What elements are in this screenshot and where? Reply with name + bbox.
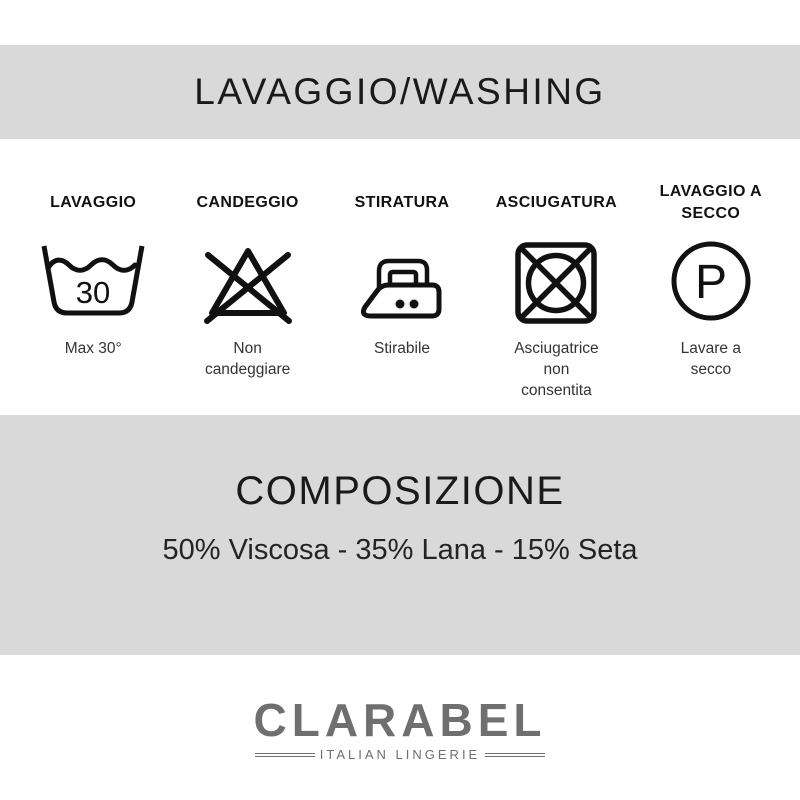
no-tumble-dry-icon [506, 233, 606, 329]
page-title: LAVAGGIO/WASHING [194, 71, 606, 112]
care-symbol-title: LAVAGGIO A SECCO [659, 183, 763, 222]
care-symbol-caption: Asciugatrice non consentita [514, 340, 599, 399]
brand-logo: CLARABEL [253, 694, 547, 746]
care-symbol-caption: Lavare a secco [680, 340, 741, 378]
wash-30-icon [38, 233, 148, 329]
brand-tagline: ITALIAN LINGERIE [319, 747, 481, 762]
top-margin [0, 0, 800, 45]
dry-clean-letter: P [694, 256, 727, 309]
tagline-left-rule [255, 753, 315, 757]
care-symbol-title: ASCIUGATURA [495, 194, 618, 212]
brand-tagline-row [255, 747, 545, 762]
iron-icon [352, 233, 452, 329]
care-symbol-caption: Stirabile [374, 340, 431, 357]
composition-title: COMPOSIZIONE [235, 469, 565, 513]
care-symbol-wash [16, 179, 170, 415]
care-symbol-title: LAVAGGIO [50, 194, 137, 212]
composition-band [0, 415, 800, 655]
care-symbol-caption: Max 30° [64, 340, 122, 357]
brand-footer [0, 655, 800, 800]
wash-temperature-value: 30 [75, 275, 111, 310]
dry-clean-p-icon [661, 233, 761, 329]
no-bleach-icon [198, 233, 298, 329]
composition-details: 50% Viscosa - 35% Lana - 15% Seta [162, 534, 638, 566]
care-symbol-title: CANDEGGIO [196, 194, 299, 212]
tagline-right-rule [485, 753, 545, 757]
care-symbol-dry [479, 179, 633, 415]
care-symbol-iron [325, 179, 479, 415]
care-symbol-title: STIRATURA [354, 194, 450, 212]
care-symbol-caption: Non candeggiare [204, 340, 291, 378]
care-symbol-dry-clean [634, 179, 788, 415]
washing-title-band [0, 45, 800, 139]
care-symbols-row [0, 139, 800, 415]
care-symbol-bleach [170, 179, 324, 415]
